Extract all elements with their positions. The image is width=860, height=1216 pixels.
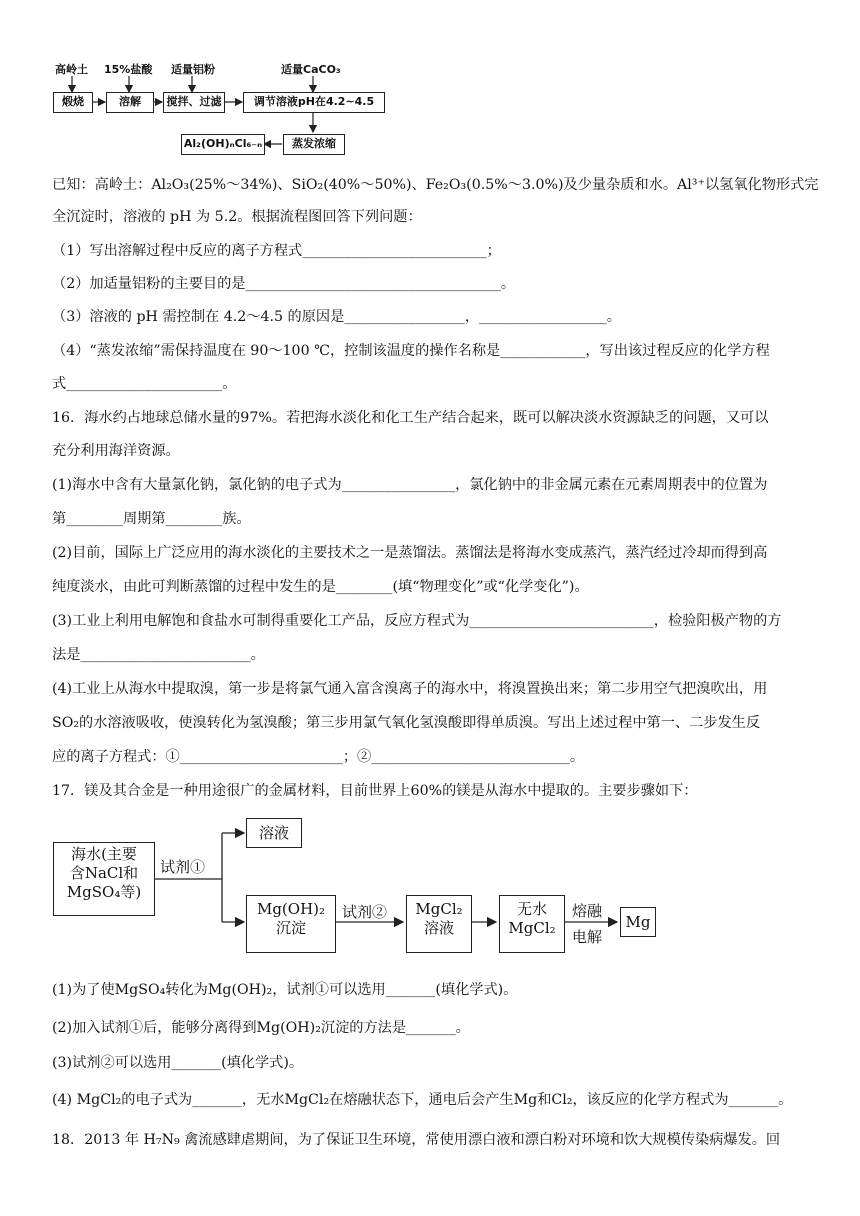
step-adjust-ph: 调节溶液pH在4.2~4.5	[243, 92, 385, 113]
q16-part4-line3: 应的离子方程式：①_______________________；②____________________________。	[52, 749, 585, 765]
mgoh2-line1: Mg(OH)₂	[256, 900, 326, 918]
q15-part1: （1）写出溶解过程中反应的离子方程式__________________________；	[52, 243, 501, 259]
mgcl2-line1: MgCl₂	[415, 900, 463, 918]
label-electrolysis: 电解	[572, 928, 603, 946]
q15-intro-line1: 已知：高岭土：Al₂O₃(25%～34%)、SiO₂(40%～50%)、Fe₂O₃(0.5%～3.0%)及少量杂质和水。Al³⁺以氢氧化物形式完	[52, 177, 819, 193]
box-solution: 溶液	[246, 818, 302, 848]
box-anhydrous-mgcl2	[499, 895, 565, 953]
q17-part3: (3)试剂②可以选用_______(填化学式)。	[52, 1055, 304, 1071]
label-reagent1: 试剂①	[160, 858, 206, 876]
anhydrous-line2: MgCl₂	[508, 919, 556, 937]
box-mgoh2-precipitate	[246, 895, 336, 953]
box-mgcl2-solution	[406, 895, 472, 953]
step-dissolve: 溶解	[106, 92, 154, 113]
q15-intro-line2: 全沉淀时，溶液的 pH 为 5.2。根据流程图回答下列问题：	[52, 209, 422, 225]
q16-part3-line2: 法是________________________。	[52, 647, 265, 663]
seawater-line1: 海水(主要	[71, 845, 137, 863]
step-stir-filter: 搅拌、过滤	[163, 92, 225, 113]
box-seawater	[53, 842, 155, 916]
q16-stem-line2: 充分利用海洋资源。	[52, 443, 180, 459]
input-aluminum-powder: 适量铝粉	[171, 63, 215, 76]
label-molten: 熔融	[572, 902, 603, 920]
q16-part1-line1: (1)海水中含有大量氯化钠，氯化钠的电子式为________________，氯化钠中的非金属元素在元素周期表中的位置为	[52, 477, 768, 493]
q15-part3: （3）溶液的 pH 需控制在 4.2～4.5 的原因是_________________，__________________。	[52, 309, 621, 325]
q16-part2-line2: 纯度淡水，由此可判断蒸馏的过程中发生的是________(填“物理变化”或“化学变化”)。	[52, 579, 589, 595]
q17-part4: (4) MgCl₂的电子式为_______，无水MgCl₂在熔融状态下，通电后会产生Mg和Cl₂，该反应的化学方程式为_______。	[52, 1092, 793, 1108]
step-evaporate: 蒸发浓缩	[283, 134, 345, 155]
q16-part1-line2: 第________周期第________族。	[52, 511, 251, 527]
seawater-line3: MgSO₄等)	[66, 883, 142, 901]
q18-stem: 18．2013 年 H₇N₉ 禽流感肆虐期间，为了保证卫生环境，常使用漂白液和漂白粉对环境和饮大规模传染病爆发。回	[52, 1132, 781, 1148]
input-kaolin: 高岭土	[55, 63, 88, 76]
q16-part3-line1: (3)工业上利用电解饱和食盐水可制得重要化工产品，反应方程式为__________________________，检验阳极产物的方	[52, 613, 782, 629]
box-mg-product: Mg	[620, 907, 656, 937]
q16-part4-line1: (4)工业上从海水中提取溴，第一步是将氯气通入富含溴离子的海水中，将溴置换出来；第二步用空气把溴吹出，用	[52, 681, 768, 697]
anhydrous-line1: 无水	[516, 900, 547, 918]
input-hcl: 15%盐酸	[104, 63, 153, 76]
q16-part4-line2: SO₂的水溶液吸收，使溴转化为氢溴酸；第三步用氯气氧化氢溴酸即得单质溴。写出上述过程中第一、二步发生反	[52, 715, 761, 731]
product-pac: Al₂(OH)ₙCl₆₋ₙ	[181, 134, 265, 155]
q15-part2: （2）加适量铝粉的主要目的是____________________________________。	[52, 276, 516, 292]
q15-part4-line1: （4）“蒸发浓缩”需保持温度在 90～100 ℃，控制该温度的操作名称是____________，写出该过程反应的化学方程	[52, 343, 770, 359]
q17-part1: (1)为了使MgSO₄转化为Mg(OH)₂，试剂①可以选用_______(填化学式)。	[52, 982, 518, 998]
q16-stem-line1: 16．海水约占地球总储水量的97%。若把海水淡化和化工生产结合起来，既可以解决淡水资源缺乏的问题，又可以	[52, 410, 769, 426]
label-reagent2: 试剂②	[342, 903, 388, 921]
seawater-line2: 含NaCl和	[69, 864, 139, 882]
q16-part2-line1: (2)目前，国际上广泛应用的海水淡化的主要技术之一是蒸馏法。蒸馏法是将海水变成蒸汽，蒸汽经过冷却而得到高	[52, 545, 768, 561]
input-caco3: 适量CaCO₃	[281, 63, 341, 76]
q15-part4-line2: 式______________________。	[52, 376, 237, 392]
step-calcination: 煅烧	[53, 92, 93, 113]
q17-part2: (2)加入试剂①后，能够分离得到Mg(OH)₂沉淀的方法是_______。	[52, 1020, 470, 1036]
mgoh2-line2: 沉淀	[275, 919, 306, 937]
q17-stem: 17．镁及其合金是一种用途很广的金属材料，目前世界上60%的镁是从海水中提取的。主要步骤如下：	[52, 783, 698, 799]
mgcl2-line2: 溶液	[423, 919, 454, 937]
